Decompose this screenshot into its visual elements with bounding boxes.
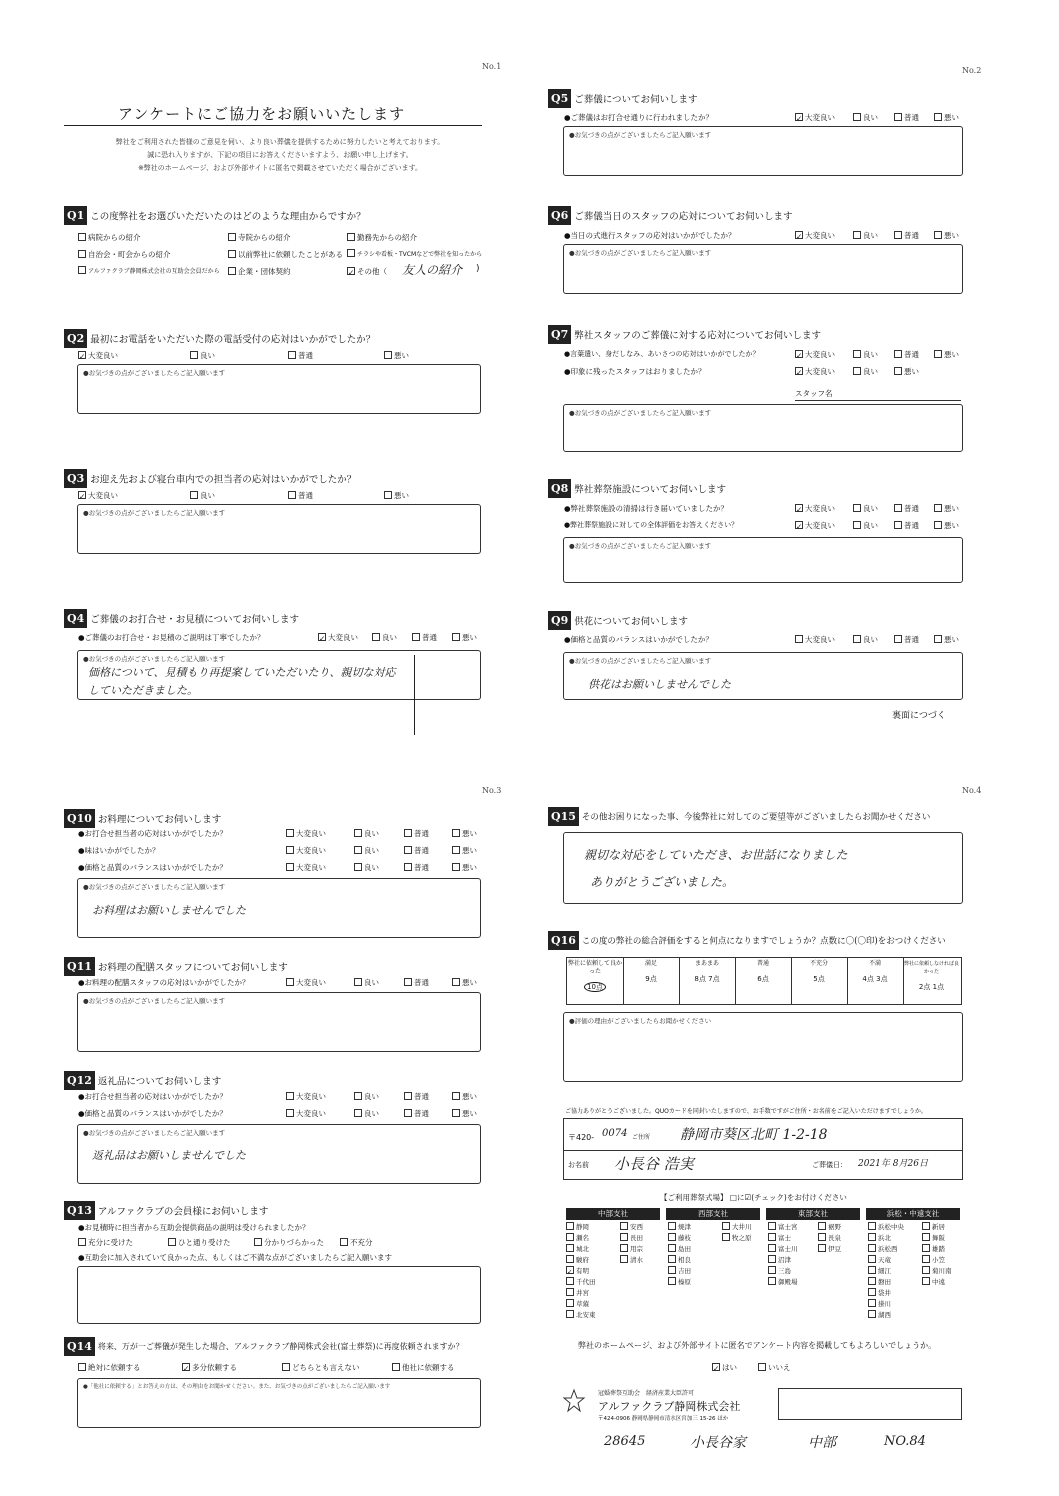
- score-level-2: [623, 958, 680, 1004]
- q12-row1-option-bad[interactable]: 悪い: [452, 1091, 477, 1102]
- q5-badge: Q5: [548, 89, 571, 108]
- q8-row1-option-bad[interactable]: 悪い: [934, 503, 959, 514]
- branch-list-hamamatsu-b: [922, 1222, 952, 1288]
- q10-row1-option-vgood[interactable]: 大変良い: [286, 828, 326, 839]
- score-level-6-label: 不満: [868, 960, 881, 967]
- page-title: アンケートにご協力をお願いいたします: [118, 105, 406, 123]
- q1-option-9[interactable]: ✓ その他（: [348, 267, 387, 277]
- q10-row3-label: ●価格と品質のバランスはいかがでしたか？: [78, 863, 227, 872]
- name-hand: 小長谷 浩実: [614, 1155, 694, 1173]
- q10-row3-option-normal[interactable]: 普通: [404, 862, 429, 873]
- score-5[interactable]: 5点: [813, 975, 825, 983]
- q4-row1-label: ●ご葬儀のお打合せ・お見積のご説明は丁寧でしたか？: [78, 633, 265, 642]
- q13-badge: Q13: [64, 1201, 95, 1220]
- hall-checkbox[interactable]: 天竜: [868, 1255, 904, 1266]
- question-q1: [64, 205, 366, 225]
- page-number-4: No.4: [962, 786, 982, 795]
- score-3[interactable]: 3点: [876, 975, 888, 983]
- score-level-2-label: 満足: [644, 960, 657, 967]
- intro-line-1: 弊社をご利用された皆様のご意見を伺い、より良い葬儀を提供するために努力したいと考えております。: [115, 138, 445, 146]
- q2-comment-label: ●お気づきの点がございましたらご記入願います: [83, 369, 226, 377]
- score-level-5-label: 不充分: [809, 960, 828, 967]
- hall-checkbox[interactable]: 用宗: [620, 1244, 643, 1255]
- score-level-4: [735, 958, 792, 1004]
- hall-checkbox[interactable]: 浜松西: [868, 1244, 904, 1255]
- page-number-3: No.3: [482, 786, 502, 795]
- q1-other-answer: 友人の紹介: [402, 263, 463, 277]
- question-q5: [548, 88, 698, 108]
- question-q4: [64, 608, 299, 628]
- q12-answer: 返礼品はお願いしませんでした: [92, 1149, 246, 1162]
- q10-row2-option-vgood[interactable]: 大変良い: [286, 845, 326, 856]
- question-q3: [64, 468, 356, 488]
- page-number-2: No.2: [962, 66, 982, 75]
- question-q8: [548, 478, 726, 498]
- continue-label: 裏面につづく: [892, 711, 946, 721]
- hall-checkbox[interactable]: 北安東: [566, 1310, 596, 1321]
- q1-option-5[interactable]: 以前弊社に依頼したことがある: [228, 249, 343, 260]
- q7-staff-line[interactable]: [795, 400, 961, 401]
- q7-row1-option-good[interactable]: 良い: [853, 349, 878, 360]
- q2-option-bad[interactable]: 悪い: [384, 350, 409, 361]
- q13-option-4[interactable]: 不充分: [340, 1237, 373, 1248]
- question-q10: [64, 808, 221, 828]
- hall-checkbox[interactable]: 安西: [620, 1222, 643, 1233]
- q12-comment-label: ●お気づきの点がございましたらご記入願います: [83, 1129, 226, 1137]
- score-1[interactable]: 1点: [932, 983, 945, 991]
- q7-comment-box[interactable]: [563, 404, 963, 452]
- q7-row1-option-bad[interactable]: 悪い: [934, 349, 959, 360]
- hall-checkbox[interactable]: 湖西: [868, 1310, 904, 1321]
- q8-title: 弊社葬祭施設についてお伺いします: [574, 484, 727, 496]
- q4-option-vgood[interactable]: ✓ 大変良い: [319, 633, 358, 643]
- q11-option-bad[interactable]: 悪い: [452, 977, 477, 988]
- q11-title: お料理の配膳スタッフについてお伺いします: [97, 962, 288, 974]
- q11-row1-label: ●お料理の配膳スタッフの応対はいかがでしたか？: [78, 978, 250, 987]
- q8-row1-option-good[interactable]: 良い: [853, 503, 878, 514]
- q7-row2-label: ●印象に残ったスタッフはおりましたか？: [564, 367, 706, 376]
- hall-checkbox[interactable]: 牧之原: [722, 1233, 752, 1244]
- q6-comment-box[interactable]: [563, 244, 963, 294]
- q13-option-2[interactable]: ひと通り受けた: [168, 1237, 231, 1248]
- q11-option-vgood[interactable]: 大変良い: [286, 977, 326, 988]
- q8-row2-label: ●弊社葬祭施設に対しての全体評価をお答えください？: [564, 521, 739, 529]
- branch-list-tobu-b: [818, 1222, 841, 1255]
- branch-list-hamamatsu: [868, 1222, 904, 1321]
- q9-badge: Q9: [548, 611, 571, 630]
- q16-score-table: [566, 957, 962, 1005]
- q12-row1-option-normal[interactable]: 普通: [404, 1091, 429, 1102]
- thanks-text: ご協力ありがとうございました。QUOカードを同封いたしますので、お手数ですがご住所・お名前をご記入いただけますでしょうか。: [565, 1108, 927, 1115]
- q10-row3-option-good[interactable]: 良い: [354, 862, 379, 873]
- q4-pen-stroke: [414, 655, 415, 735]
- hall-checkbox[interactable]: 長田: [620, 1233, 643, 1244]
- question-q9: [548, 610, 688, 630]
- q3-comment-label: ●お気づきの点がございましたらご記入願います: [83, 509, 226, 517]
- q6-row1-label: ●当日の式進行スタッフの応対はいかがでしたか？: [564, 231, 736, 240]
- hall-checkbox[interactable]: 舞阪: [922, 1233, 952, 1244]
- q8-row2-option-bad[interactable]: 悪い: [934, 520, 959, 531]
- score-4[interactable]: 4点: [862, 975, 874, 983]
- q7-badge: Q7: [548, 325, 571, 344]
- q3-option-vgood[interactable]: ✓ 大変良い: [79, 491, 118, 501]
- hall-checkbox[interactable]: 草薙: [566, 1299, 596, 1310]
- question-q14: [64, 1336, 464, 1356]
- branch-list-seibu: [668, 1222, 691, 1288]
- q4-badge: Q4: [64, 609, 87, 628]
- address-label: ご住所: [632, 1134, 651, 1141]
- score-7[interactable]: 7点: [708, 975, 720, 983]
- hall-checkbox[interactable]: 伊豆: [818, 1244, 841, 1255]
- address-divider: [563, 1150, 962, 1151]
- footer-region: 中部: [808, 1435, 836, 1451]
- q10-comment-label: ●お気づきの点がございましたらご記入願います: [83, 883, 226, 891]
- zip-hand: 0074: [602, 1128, 628, 1139]
- q10-row3-option-bad[interactable]: 悪い: [452, 862, 477, 873]
- footer-family: 小長谷家: [690, 1435, 746, 1451]
- hall-checkbox[interactable]: 掛川: [868, 1299, 904, 1310]
- q5-comment-label: ●お気づきの点がございましたらご記入願います: [569, 131, 712, 139]
- q13-title: アルファクラブの会員様にお伺いします: [97, 1206, 269, 1218]
- q1-option-3[interactable]: 勤務先からの紹介: [347, 232, 417, 243]
- q15-badge: Q15: [548, 807, 579, 826]
- q8-row1-option-vgood[interactable]: ✓ 大変良い: [796, 504, 835, 514]
- hall-checkbox[interactable]: 瀬名: [566, 1233, 596, 1244]
- hall-checkbox[interactable]: ✓ 有明: [567, 1267, 589, 1276]
- score-level-7-label: 弊社に依頼しなければ良かった: [903, 961, 959, 975]
- q5-title: ご葬儀についてお伺いします: [574, 94, 698, 106]
- q11-comment-label: ●お気づきの点がございましたらご記入願います: [83, 997, 226, 1005]
- company-org: 冠婚葬祭互助会 経済産業大臣許可: [598, 1390, 695, 1397]
- hall-checkbox[interactable]: 城北: [566, 1244, 596, 1255]
- q6-option-good[interactable]: 良い: [853, 230, 878, 241]
- question-q7: [548, 324, 821, 344]
- hall-checkbox[interactable]: 島田: [668, 1244, 691, 1255]
- q8-comment-box[interactable]: [563, 537, 963, 583]
- score-level-1: [567, 958, 624, 1004]
- q13-row2-label: ●互助会に加入されていて良かった点、もしくはご不満な点がございましたらご記入願います: [78, 1253, 393, 1262]
- hall-checkbox[interactable]: 菊川南: [922, 1266, 952, 1277]
- branch-title: 【ご利用葬祭式場】 □に☑(チェック)をお付けください: [660, 1193, 847, 1202]
- q16-detail-label: ●評価の理由がございましたらお聞かせください: [569, 1017, 712, 1025]
- q3-title: お迎え先および寝台車内での担当者の応対はいかがでしたか？: [90, 474, 357, 486]
- q10-title: お料理についてお伺いします: [97, 814, 222, 826]
- q1-option-4[interactable]: 自治会・町会からの紹介: [78, 249, 171, 260]
- company-note-box: [778, 1388, 962, 1420]
- q8-row2-option-normal[interactable]: 普通: [894, 520, 919, 531]
- q11-comment-box[interactable]: [77, 992, 481, 1052]
- q12-title: 返礼品についてお伺いします: [97, 1076, 222, 1088]
- q8-row2-option-good[interactable]: 良い: [853, 520, 878, 531]
- q2-title: 最初にお電話をいただいた際の電話受付の応対はいかがでしたか？: [90, 334, 376, 346]
- q9-option-normal[interactable]: 普通: [894, 634, 919, 645]
- score-level-3-label: まあまあ: [694, 960, 719, 967]
- score-level-6: [847, 958, 904, 1004]
- q13-option-3[interactable]: 分かりづらかった: [254, 1237, 324, 1248]
- address-hand: 静岡市葵区北町 1-2-18: [680, 1127, 828, 1143]
- hall-checkbox[interactable]: 藤枝: [668, 1233, 691, 1244]
- q3-option-normal[interactable]: 普通: [288, 490, 313, 501]
- hall-checkbox[interactable]: 長泉: [818, 1233, 841, 1244]
- q13-row1-label: ●お見積時に担当者から互助会提供商品の説明は受けられましたか？: [78, 1223, 310, 1232]
- branch-header-hamamatsu: 浜松・中遠支社: [866, 1208, 960, 1220]
- score-9[interactable]: 9点: [645, 975, 657, 983]
- q8-badge: Q8: [548, 479, 571, 498]
- score-level-3: [679, 958, 736, 1004]
- hall-checkbox[interactable]: 井宮: [566, 1288, 596, 1299]
- hall-checkbox[interactable]: 駿府: [566, 1255, 596, 1266]
- hall-checkbox[interactable]: 細江: [868, 1266, 904, 1277]
- q14-option-2[interactable]: ✓ 多分依頼する: [183, 1363, 237, 1373]
- hall-checkbox[interactable]: 磐田: [868, 1277, 904, 1288]
- q16-title: この度の弊社の総合評価をすると何点になりますでしょうか？点数に〇(〇印)をおつけください: [581, 936, 946, 947]
- q10-row1-option-normal[interactable]: 普通: [404, 828, 429, 839]
- score-6[interactable]: 6点: [757, 975, 769, 983]
- branch-list-chubu-b: [620, 1222, 643, 1266]
- hall-checkbox[interactable]: 雄踏: [922, 1244, 952, 1255]
- hall-checkbox[interactable]: 静岡: [566, 1222, 596, 1233]
- q11-badge: Q11: [64, 957, 95, 976]
- hall-checkbox[interactable]: 清水: [620, 1255, 643, 1266]
- q3-comment-box[interactable]: [77, 504, 481, 554]
- question-q2: [64, 328, 375, 348]
- q3-option-bad[interactable]: 悪い: [384, 490, 409, 501]
- q9-option-bad[interactable]: 悪い: [934, 634, 959, 645]
- q5-option-vgood[interactable]: ✓ 大変良い: [796, 113, 835, 123]
- q14-badge: Q14: [64, 1337, 95, 1356]
- q1-close-paren: ): [476, 264, 480, 274]
- q1-option-2[interactable]: 寺院からの紹介: [228, 232, 291, 243]
- q8-row1-option-normal[interactable]: 普通: [894, 503, 919, 514]
- q12-row1-option-vgood[interactable]: 大変良い: [286, 1091, 326, 1102]
- q6-option-vgood[interactable]: ✓ 大変良い: [796, 231, 835, 241]
- q15-answer-line-1: 親切な対応をしていただき、お世話になりました: [584, 848, 848, 862]
- footer-no: NO.84: [884, 1434, 926, 1449]
- q1-option-6[interactable]: チラシや看板・TVCMなどで弊社を知ったから: [347, 249, 482, 258]
- hall-checkbox[interactable]: 相良: [668, 1255, 691, 1266]
- zip-label: 〒420-: [568, 1133, 595, 1142]
- hall-checkbox[interactable]: 沼津: [768, 1255, 798, 1266]
- branch-header-seibu: 西部支社: [666, 1208, 760, 1220]
- publish-question: 弊社のホームページ、および外部サイトに匿名でアンケート内容を掲載してもよろしいでしょうか。: [578, 1341, 937, 1350]
- q4-answer-line-1: 価格について、見積もり再提案していただいたり、親切な対応: [88, 666, 396, 679]
- q14-option-3[interactable]: どちらとも言えない: [282, 1362, 360, 1373]
- q10-badge: Q10: [64, 809, 95, 828]
- hall-checkbox[interactable]: 富士宮: [768, 1222, 798, 1233]
- date-hand: 2021年 8月26日: [858, 1159, 928, 1169]
- q1-badge: Q1: [64, 206, 87, 225]
- publish-no[interactable]: いいえ: [758, 1362, 791, 1373]
- q1-option-1[interactable]: 病院からの紹介: [78, 232, 141, 243]
- q10-row1-option-good[interactable]: 良い: [354, 828, 379, 839]
- q15-title: その他お困りになった事、今後弊社に対してのご要望等がございましたらお聞かせください: [581, 812, 931, 823]
- hall-checkbox[interactable]: 富士: [768, 1233, 798, 1244]
- branch-list-chubu-a: [566, 1222, 596, 1321]
- score-level-5: [791, 958, 848, 1004]
- q10-row2-label: ●味はいかがでしたか？: [78, 846, 160, 855]
- q8-row2-option-vgood[interactable]: ✓ 大変良い: [796, 521, 835, 531]
- q3-badge: Q3: [64, 469, 87, 488]
- score-level-1-label: 弊社に依頼して良かった: [567, 960, 622, 975]
- q2-option-normal[interactable]: 普通: [288, 350, 313, 361]
- company-address: 〒424-0906 静岡県静岡市清水区宮加三 15-26 ほか: [598, 1416, 729, 1422]
- question-q13: [64, 1200, 268, 1220]
- q14-option-1[interactable]: 絶対に依頼する: [78, 1362, 141, 1373]
- q7-row2-option-bad[interactable]: 悪い: [894, 366, 919, 377]
- hall-checkbox[interactable]: 大井川: [722, 1222, 752, 1233]
- score-10[interactable]: 10点: [567, 982, 623, 992]
- q7-row2-option-vgood[interactable]: ✓ 大変良い: [796, 367, 835, 377]
- q12-row2-option-vgood[interactable]: 大変良い: [286, 1108, 326, 1119]
- q6-option-normal[interactable]: 普通: [894, 230, 919, 241]
- q6-comment-label: ●お気づきの点がございましたらご記入願います: [569, 249, 712, 257]
- q16-badge: Q16: [548, 931, 579, 950]
- question-q6: [548, 205, 793, 225]
- hall-checkbox[interactable]: 三島: [768, 1266, 798, 1277]
- title-divider: [64, 125, 482, 126]
- hall-checkbox[interactable]: 小笠: [922, 1255, 952, 1266]
- q11-option-normal[interactable]: 普通: [404, 977, 429, 988]
- q9-title: 供花についてお伺いします: [574, 616, 689, 628]
- branch-header-chubu: 中部支社: [566, 1208, 660, 1220]
- hall-checkbox[interactable]: 浜松中央: [868, 1222, 904, 1233]
- date-label: ご葬儀日：: [812, 1161, 847, 1169]
- q3-option-good[interactable]: 良い: [190, 490, 215, 501]
- q4-answer-line-2: していただきました。: [88, 684, 198, 697]
- q5-row1-label: ●ご葬儀はお打合せ通りに行われましたか？: [564, 113, 714, 122]
- q14-note: ●「他社に依頼する」とお答えの方は、その理由をお聞かせください。また、お気づきの点がございましたらご記入願います: [83, 1384, 391, 1390]
- score-level-7: [903, 958, 960, 1004]
- q10-row2-option-good[interactable]: 良い: [354, 845, 379, 856]
- branch-list-tobu: [768, 1222, 798, 1288]
- hall-checkbox[interactable]: 富士川: [768, 1244, 798, 1255]
- q9-option-vgood[interactable]: 大変良い: [795, 634, 835, 645]
- question-q15: [548, 806, 930, 826]
- q10-row1-option-bad[interactable]: 悪い: [452, 828, 477, 839]
- q9-option-good[interactable]: 良い: [853, 634, 878, 645]
- q2-badge: Q2: [64, 329, 87, 348]
- q1-title: この度弊社をお選びいただいたのはどのような理由からですか？: [90, 211, 366, 223]
- company-name: アルファクラブ静岡株式会社: [598, 1400, 741, 1413]
- q7-row1-option-vgood[interactable]: ✓ 大変良い: [796, 350, 835, 360]
- q12-row2-label: ●価格と品質のバランスはいかがでしたか？: [78, 1109, 227, 1118]
- publish-yes[interactable]: ✓ はい: [713, 1363, 737, 1373]
- q7-row1-label: ●言葉遣い、身だしなみ、あいさつの応対はいかがでしたか？: [564, 350, 760, 358]
- page-number-1: No.1: [482, 62, 502, 71]
- q7-comment-label: ●お気づきの点がございましたらご記入願います: [569, 409, 712, 417]
- question-q11: [64, 956, 288, 976]
- branch-header-tobu: 東部支社: [766, 1208, 860, 1220]
- hall-checkbox[interactable]: 千代田: [566, 1277, 596, 1288]
- q14-title: 将来、万が一ご葬儀が発生した場合、アルファクラブ静岡株式会社(富士葬祭)に再度依頼されますか？: [97, 1342, 464, 1351]
- hall-checkbox[interactable]: 裾野: [818, 1222, 841, 1233]
- branch-list-seibu-b: [722, 1222, 752, 1244]
- q4-title: ご葬儀のお打合せ・お見積についてお伺いします: [90, 614, 300, 626]
- question-q12: [64, 1070, 221, 1090]
- q10-row2-option-normal[interactable]: 普通: [404, 845, 429, 856]
- hall-checkbox[interactable]: 榛原: [668, 1277, 691, 1288]
- hall-checkbox[interactable]: 吉田: [668, 1266, 691, 1277]
- q10-row1-label: ●お打合せ担当者の応対はいかがでしたか？: [78, 829, 228, 838]
- q5-option-good[interactable]: 良い: [853, 112, 878, 123]
- q13-option-1[interactable]: 充分に受けた: [78, 1237, 133, 1248]
- q7-row2-option-good[interactable]: 良い: [853, 366, 878, 377]
- q7-title: 弊社スタッフのご葬儀に対する応対についてお伺いします: [574, 330, 822, 342]
- q11-option-good[interactable]: 良い: [354, 977, 379, 988]
- q14-option-4[interactable]: 他社に依頼する: [392, 1362, 455, 1373]
- q6-badge: Q6: [548, 206, 571, 225]
- q9-answer: 供花はお願いしませんでした: [588, 678, 731, 691]
- q16-detail-box[interactable]: [563, 1012, 963, 1082]
- q9-row1-label: ●価格と品質のバランスはいかがでしたか？: [564, 635, 713, 644]
- hall-checkbox[interactable]: 袋井: [868, 1288, 904, 1299]
- q2-option-good[interactable]: 良い: [190, 350, 215, 361]
- q6-option-bad[interactable]: 悪い: [934, 230, 959, 241]
- q10-row2-option-bad[interactable]: 悪い: [452, 845, 477, 856]
- q2-comment-box[interactable]: [77, 364, 481, 414]
- score-8[interactable]: 8点: [694, 975, 706, 983]
- score-2[interactable]: 2点: [918, 983, 931, 991]
- q12-row2-option-normal[interactable]: 普通: [404, 1108, 429, 1119]
- q12-row2-option-good[interactable]: 良い: [354, 1108, 379, 1119]
- hall-checkbox[interactable]: 中遠: [922, 1277, 952, 1288]
- q14-comment-box[interactable]: [77, 1378, 481, 1428]
- q12-row1-label: ●お打合せ担当者の応対はいかがでしたか？: [78, 1092, 228, 1101]
- q5-option-bad[interactable]: 悪い: [934, 112, 959, 123]
- hall-checkbox[interactable]: 御殿場: [768, 1277, 798, 1288]
- q1-option-8[interactable]: 企業・団体契約: [228, 266, 291, 277]
- q13-comment-box[interactable]: [77, 1266, 481, 1324]
- question-q16: [548, 930, 946, 950]
- hall-checkbox[interactable]: 新居: [922, 1222, 952, 1233]
- score-level-4-label: 普通: [756, 960, 769, 967]
- q8-row1-label: ●弊社葬祭施設の清掃は行き届いていましたか？: [564, 504, 729, 513]
- q7-staff-label: スタッフ名: [795, 389, 833, 398]
- intro-line-2: 誠に恐れ入りますが、下記の項目にお答えくださいますよう、お願い申し上げます。: [147, 151, 413, 159]
- q12-row1-option-good[interactable]: 良い: [354, 1091, 379, 1102]
- q2-option-vgood[interactable]: ✓ 大変良い: [79, 351, 118, 361]
- q10-answer: お料理はお願いしませんでした: [92, 904, 246, 917]
- hall-checkbox[interactable]: 焼津: [668, 1222, 691, 1233]
- q5-option-normal[interactable]: 普通: [894, 112, 919, 123]
- q4-comment-label: ●お気づきの点がございましたらご記入願います: [83, 655, 226, 663]
- company-logo-icon: [562, 1388, 586, 1416]
- q4-option-bad[interactable]: 悪い: [452, 632, 477, 643]
- q12-row2-option-bad[interactable]: 悪い: [452, 1108, 477, 1119]
- q15-comment-box[interactable]: [563, 832, 963, 904]
- q7-row1-option-normal[interactable]: 普通: [894, 349, 919, 360]
- footer-id: 28645: [604, 1434, 646, 1449]
- intro-line-3: ※弊社のホームページ、および外部サイトに匿名で掲載させていただく場合がございます。: [137, 164, 423, 172]
- q9-comment-label: ●お気づきの点がございましたらご記入願います: [569, 657, 712, 665]
- q8-comment-label: ●お気づきの点がございましたらご記入願います: [569, 542, 712, 550]
- name-label: お名前: [568, 1161, 589, 1169]
- q5-comment-box[interactable]: [563, 126, 963, 176]
- q4-option-normal[interactable]: 普通: [412, 632, 437, 643]
- intro-text: [90, 136, 470, 175]
- hall-checkbox[interactable]: 浜北: [868, 1233, 904, 1244]
- q1-option-7[interactable]: アルファクラブ静岡株式会社の互助会会員だから: [78, 266, 220, 275]
- q15-answer-line-2: ありがとうございました。: [590, 875, 735, 889]
- q4-option-good[interactable]: 良い: [372, 632, 397, 643]
- q10-row3-option-vgood[interactable]: 大変良い: [286, 862, 326, 873]
- q6-title: ご葬儀当日のスタッフの応対についてお伺いします: [574, 211, 793, 223]
- q12-badge: Q12: [64, 1071, 95, 1090]
